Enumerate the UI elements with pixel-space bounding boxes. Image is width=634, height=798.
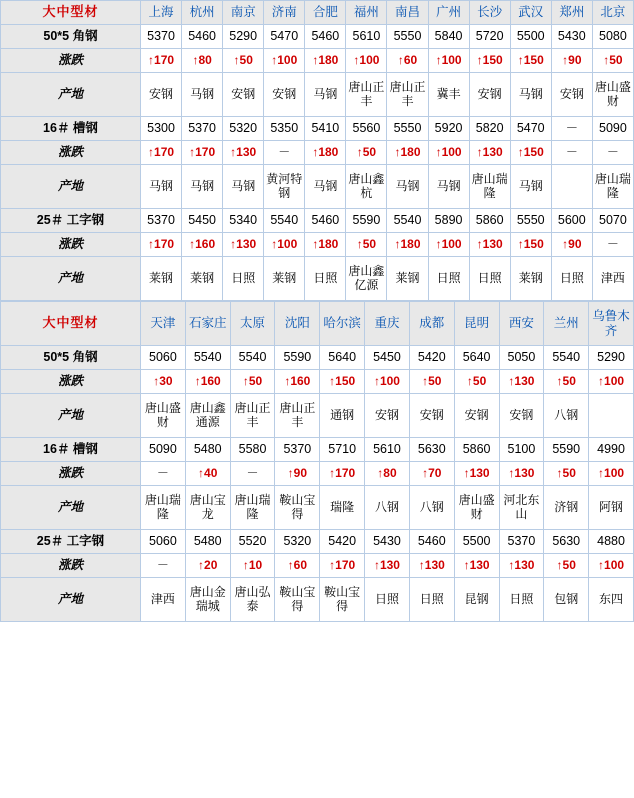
change-cell: ↑70 [409, 462, 454, 486]
change-cell: ↑170 [141, 141, 182, 165]
change-cell: － [141, 554, 186, 578]
price-cell: 5090 [141, 438, 186, 462]
price-cell: 5470 [264, 25, 305, 49]
price-cell: 5520 [230, 530, 275, 554]
city-header: 乌鲁木齐 [589, 302, 634, 346]
change-cell: ↑50 [230, 370, 275, 394]
table-row [1, 73, 634, 117]
row-label: 25＃ 工字钢 [1, 209, 141, 233]
change-cell: ↑50 [346, 233, 387, 257]
row-label: 产地 [1, 394, 141, 438]
origin-cell: 唐山盛财 [454, 486, 499, 530]
price-cell: 5630 [544, 530, 589, 554]
table-row [1, 554, 634, 578]
price-cell: 5560 [346, 117, 387, 141]
city-header: 昆明 [454, 302, 499, 346]
origin-cell: 唐山正丰 [230, 394, 275, 438]
price-cell: 5320 [275, 530, 320, 554]
row-label: 涨跌 [1, 462, 141, 486]
origin-cell: 唐山瑞隆 [230, 486, 275, 530]
change-cell: ↑100 [264, 233, 305, 257]
origin-cell: 津西 [592, 257, 633, 301]
price-cell: 5070 [592, 209, 633, 233]
price-cell: 4990 [589, 438, 634, 462]
origin-cell: 马钢 [305, 165, 346, 209]
price-cell: 5860 [454, 438, 499, 462]
origin-cell: 安钢 [141, 73, 182, 117]
origin-cell: 马钢 [387, 165, 428, 209]
price-cell: 5890 [428, 209, 469, 233]
city-header: 兰州 [544, 302, 589, 346]
origin-cell [551, 165, 592, 209]
origin-cell: 唐山弘泰 [230, 578, 275, 622]
row-label: 产地 [1, 486, 141, 530]
table-header-row [1, 302, 634, 346]
price-cell: 5600 [551, 209, 592, 233]
city-header: 成都 [409, 302, 454, 346]
city-header: 天津 [141, 302, 186, 346]
change-cell: ↑30 [141, 370, 186, 394]
change-cell: ↑100 [589, 554, 634, 578]
city-header: 广州 [428, 1, 469, 25]
price-cell: 5590 [346, 209, 387, 233]
change-cell: ↑150 [510, 49, 551, 73]
price-cell: 5460 [182, 25, 223, 49]
table-row [1, 370, 634, 394]
change-cell: － [592, 233, 633, 257]
city-header: 北京 [592, 1, 633, 25]
price-cell: 5450 [365, 346, 410, 370]
change-cell: ↑100 [589, 462, 634, 486]
origin-cell: 马钢 [305, 73, 346, 117]
origin-cell: 日照 [365, 578, 410, 622]
origin-cell: 鞍山宝得 [320, 578, 365, 622]
change-cell: ↑160 [275, 370, 320, 394]
city-header: 杭州 [182, 1, 223, 25]
row-label: 产地 [1, 257, 141, 301]
change-cell: － [264, 141, 305, 165]
price-cell: 5500 [454, 530, 499, 554]
price-cell: 5340 [223, 209, 264, 233]
row-label: 25＃ 工字钢 [1, 530, 141, 554]
change-cell: ↑150 [320, 370, 365, 394]
origin-cell: 包钢 [544, 578, 589, 622]
price-cell: 5550 [510, 209, 551, 233]
price-cell: 5710 [320, 438, 365, 462]
price-cell: 5540 [185, 346, 230, 370]
change-cell: ↑50 [544, 370, 589, 394]
city-header: 武汉 [510, 1, 551, 25]
origin-cell: 河北东山 [499, 486, 544, 530]
change-cell: ↑170 [182, 141, 223, 165]
change-cell: ↑180 [387, 233, 428, 257]
row-label: 50*5 角钢 [1, 25, 141, 49]
row-label: 涨跌 [1, 370, 141, 394]
price-cell: 5460 [305, 209, 346, 233]
price-cell: 5470 [510, 117, 551, 141]
origin-cell: 安钢 [264, 73, 305, 117]
city-header: 太原 [230, 302, 275, 346]
city-header: 重庆 [365, 302, 410, 346]
table-row [1, 25, 634, 49]
price-cell: 5550 [387, 117, 428, 141]
origin-cell: 昆钢 [454, 578, 499, 622]
price-cell: 5100 [499, 438, 544, 462]
change-cell: ↑50 [223, 49, 264, 73]
origin-cell: 唐山宝龙 [185, 486, 230, 530]
price-cell: 5300 [141, 117, 182, 141]
table-row [1, 346, 634, 370]
origin-cell: 莱钢 [264, 257, 305, 301]
change-cell: － [230, 462, 275, 486]
price-cell: 5060 [141, 530, 186, 554]
origin-cell: 安钢 [469, 73, 510, 117]
origin-cell: 唐山正丰 [346, 73, 387, 117]
change-cell: ↑170 [320, 554, 365, 578]
change-cell: ↑100 [428, 49, 469, 73]
change-cell: ↑180 [387, 141, 428, 165]
price-cell: 5590 [275, 346, 320, 370]
table-row [1, 233, 634, 257]
change-cell: ↑130 [223, 233, 264, 257]
price-cell: 5610 [365, 438, 410, 462]
city-header: 南昌 [387, 1, 428, 25]
change-cell: ↑90 [275, 462, 320, 486]
price-table-section-2 [0, 301, 634, 622]
city-header: 西安 [499, 302, 544, 346]
row-label: 产地 [1, 165, 141, 209]
price-cell: 5370 [182, 117, 223, 141]
table-row [1, 257, 634, 301]
origin-cell: 冀丰 [428, 73, 469, 117]
price-cell: 5820 [469, 117, 510, 141]
change-cell: ↑100 [346, 49, 387, 73]
price-cell: 5320 [223, 117, 264, 141]
change-cell: ↑170 [141, 233, 182, 257]
price-cell: 5640 [320, 346, 365, 370]
change-cell: ↑20 [185, 554, 230, 578]
change-cell: ↑130 [499, 554, 544, 578]
price-cell: 5430 [551, 25, 592, 49]
city-header: 沈阳 [275, 302, 320, 346]
change-cell: ↑10 [230, 554, 275, 578]
price-cell: 5480 [185, 438, 230, 462]
row-label: 16＃ 槽钢 [1, 438, 141, 462]
change-cell: ↑160 [185, 370, 230, 394]
price-cell: 5090 [592, 117, 633, 141]
change-cell: ↑60 [275, 554, 320, 578]
row-label: 产地 [1, 73, 141, 117]
price-cell: － [551, 117, 592, 141]
change-cell: ↑150 [510, 233, 551, 257]
row-label: 涨跌 [1, 49, 141, 73]
price-cell: 5350 [264, 117, 305, 141]
change-cell: － [141, 462, 186, 486]
price-cell: 5540 [387, 209, 428, 233]
change-cell: ↑130 [454, 554, 499, 578]
section-title: 大中型材 [1, 1, 141, 25]
table-row [1, 165, 634, 209]
origin-cell: 通钢 [320, 394, 365, 438]
change-cell: ↑170 [141, 49, 182, 73]
change-cell: ↑130 [223, 141, 264, 165]
price-cell: 5430 [365, 530, 410, 554]
table-row [1, 394, 634, 438]
origin-cell: 鞍山宝得 [275, 578, 320, 622]
change-cell: ↑100 [264, 49, 305, 73]
price-cell: 5540 [230, 346, 275, 370]
price-cell: 5060 [141, 346, 186, 370]
change-cell: ↑90 [551, 233, 592, 257]
city-header: 长沙 [469, 1, 510, 25]
table-row [1, 578, 634, 622]
price-cell: 5580 [230, 438, 275, 462]
origin-cell: 八钢 [544, 394, 589, 438]
city-header: 上海 [141, 1, 182, 25]
price-cell: 5550 [387, 25, 428, 49]
origin-cell: 阿钢 [589, 486, 634, 530]
change-cell: ↑100 [428, 233, 469, 257]
change-cell: ↑50 [454, 370, 499, 394]
price-cell: 5370 [499, 530, 544, 554]
origin-cell: 马钢 [428, 165, 469, 209]
origin-cell: 鞍山宝得 [275, 486, 320, 530]
origin-cell: 日照 [428, 257, 469, 301]
origin-cell: 唐山瑞隆 [592, 165, 633, 209]
origin-cell: 安钢 [454, 394, 499, 438]
price-cell: 5290 [589, 346, 634, 370]
change-cell: ↑130 [409, 554, 454, 578]
price-cell: 5500 [510, 25, 551, 49]
origin-cell: 马钢 [223, 165, 264, 209]
price-cell: 5290 [223, 25, 264, 49]
origin-cell: 八钢 [409, 486, 454, 530]
price-cell: 5420 [320, 530, 365, 554]
price-cell: 5540 [544, 346, 589, 370]
change-cell: ↑170 [320, 462, 365, 486]
change-cell: ↑160 [182, 233, 223, 257]
origin-cell: 日照 [223, 257, 264, 301]
origin-cell: 马钢 [510, 73, 551, 117]
origin-cell: 日照 [551, 257, 592, 301]
origin-cell: 唐山瑞隆 [141, 486, 186, 530]
origin-cell: 唐山鑫杭 [346, 165, 387, 209]
origin-cell: 黄河特钢 [264, 165, 305, 209]
price-cell: 5080 [592, 25, 633, 49]
row-label: 16＃ 槽钢 [1, 117, 141, 141]
price-cell: 5840 [428, 25, 469, 49]
price-cell: 4880 [589, 530, 634, 554]
city-header: 南京 [223, 1, 264, 25]
row-label: 产地 [1, 578, 141, 622]
table-row [1, 462, 634, 486]
change-cell: ↑130 [454, 462, 499, 486]
price-cell: 5460 [409, 530, 454, 554]
origin-cell: 日照 [499, 578, 544, 622]
price-cell: 5920 [428, 117, 469, 141]
change-cell: ↑130 [499, 462, 544, 486]
city-header: 济南 [264, 1, 305, 25]
row-label: 50*5 角钢 [1, 346, 141, 370]
origin-cell: 唐山盛财 [141, 394, 186, 438]
origin-cell: 莱钢 [141, 257, 182, 301]
change-cell: ↑50 [592, 49, 633, 73]
section-title: 大中型材 [1, 302, 141, 346]
change-cell: ↑180 [305, 49, 346, 73]
price-cell: 5610 [346, 25, 387, 49]
price-cell: 5860 [469, 209, 510, 233]
change-cell: － [551, 141, 592, 165]
price-cell: 5590 [544, 438, 589, 462]
origin-cell: 安钢 [223, 73, 264, 117]
price-cell: 5410 [305, 117, 346, 141]
table-row [1, 486, 634, 530]
city-header: 合肥 [305, 1, 346, 25]
change-cell: ↑100 [589, 370, 634, 394]
city-header: 郑州 [551, 1, 592, 25]
change-cell: ↑50 [346, 141, 387, 165]
change-cell: ↑130 [365, 554, 410, 578]
city-header: 哈尔滨 [320, 302, 365, 346]
change-cell: ↑80 [182, 49, 223, 73]
origin-cell: 安钢 [409, 394, 454, 438]
origin-cell [589, 394, 634, 438]
change-cell: ↑100 [365, 370, 410, 394]
price-cell: 5460 [305, 25, 346, 49]
table-header-row [1, 1, 634, 25]
change-cell: ↑60 [387, 49, 428, 73]
origin-cell: 八钢 [365, 486, 410, 530]
change-cell: － [592, 141, 633, 165]
city-header: 福州 [346, 1, 387, 25]
change-cell: ↑80 [365, 462, 410, 486]
origin-cell: 马钢 [182, 165, 223, 209]
change-cell: ↑180 [305, 233, 346, 257]
price-cell: 5640 [454, 346, 499, 370]
origin-cell: 济钢 [544, 486, 589, 530]
price-cell: 5370 [141, 209, 182, 233]
change-cell: ↑130 [469, 141, 510, 165]
change-cell: ↑150 [469, 49, 510, 73]
change-cell: ↑50 [409, 370, 454, 394]
change-cell: ↑180 [305, 141, 346, 165]
price-cell: 5370 [141, 25, 182, 49]
price-cell: 5630 [409, 438, 454, 462]
origin-cell: 安钢 [551, 73, 592, 117]
row-label: 涨跌 [1, 554, 141, 578]
price-cell: 5420 [409, 346, 454, 370]
table-row [1, 209, 634, 233]
origin-cell: 唐山金瑞城 [185, 578, 230, 622]
origin-cell: 唐山鑫亿源 [346, 257, 387, 301]
origin-cell: 马钢 [510, 165, 551, 209]
origin-cell: 唐山鑫通源 [185, 394, 230, 438]
origin-cell: 莱钢 [510, 257, 551, 301]
price-cell: 5370 [275, 438, 320, 462]
origin-cell: 安钢 [365, 394, 410, 438]
origin-cell: 唐山正丰 [387, 73, 428, 117]
table-row [1, 530, 634, 554]
change-cell: ↑40 [185, 462, 230, 486]
table-row [1, 141, 634, 165]
change-cell: ↑150 [510, 141, 551, 165]
origin-cell: 马钢 [141, 165, 182, 209]
origin-cell: 瑞隆 [320, 486, 365, 530]
origin-cell: 安钢 [499, 394, 544, 438]
origin-cell: 马钢 [182, 73, 223, 117]
origin-cell: 津西 [141, 578, 186, 622]
change-cell: ↑50 [544, 462, 589, 486]
change-cell: ↑100 [428, 141, 469, 165]
row-label: 涨跌 [1, 233, 141, 257]
price-cell: 5450 [182, 209, 223, 233]
change-cell: ↑130 [499, 370, 544, 394]
origin-cell: 唐山盛财 [592, 73, 633, 117]
city-header: 石家庄 [185, 302, 230, 346]
origin-cell: 日照 [469, 257, 510, 301]
price-cell: 5050 [499, 346, 544, 370]
origin-cell: 唐山瑞隆 [469, 165, 510, 209]
origin-cell: 日照 [305, 257, 346, 301]
origin-cell: 莱钢 [387, 257, 428, 301]
change-cell: ↑90 [551, 49, 592, 73]
price-cell: 5480 [185, 530, 230, 554]
price-cell: 5720 [469, 25, 510, 49]
price-cell: 5540 [264, 209, 305, 233]
origin-cell: 莱钢 [182, 257, 223, 301]
origin-cell: 东四 [589, 578, 634, 622]
origin-cell: 唐山正丰 [275, 394, 320, 438]
table-row [1, 117, 634, 141]
table-row [1, 438, 634, 462]
change-cell: ↑50 [544, 554, 589, 578]
row-label: 涨跌 [1, 141, 141, 165]
origin-cell: 日照 [409, 578, 454, 622]
change-cell: ↑130 [469, 233, 510, 257]
price-table-section-1 [0, 0, 634, 301]
table-row [1, 49, 634, 73]
